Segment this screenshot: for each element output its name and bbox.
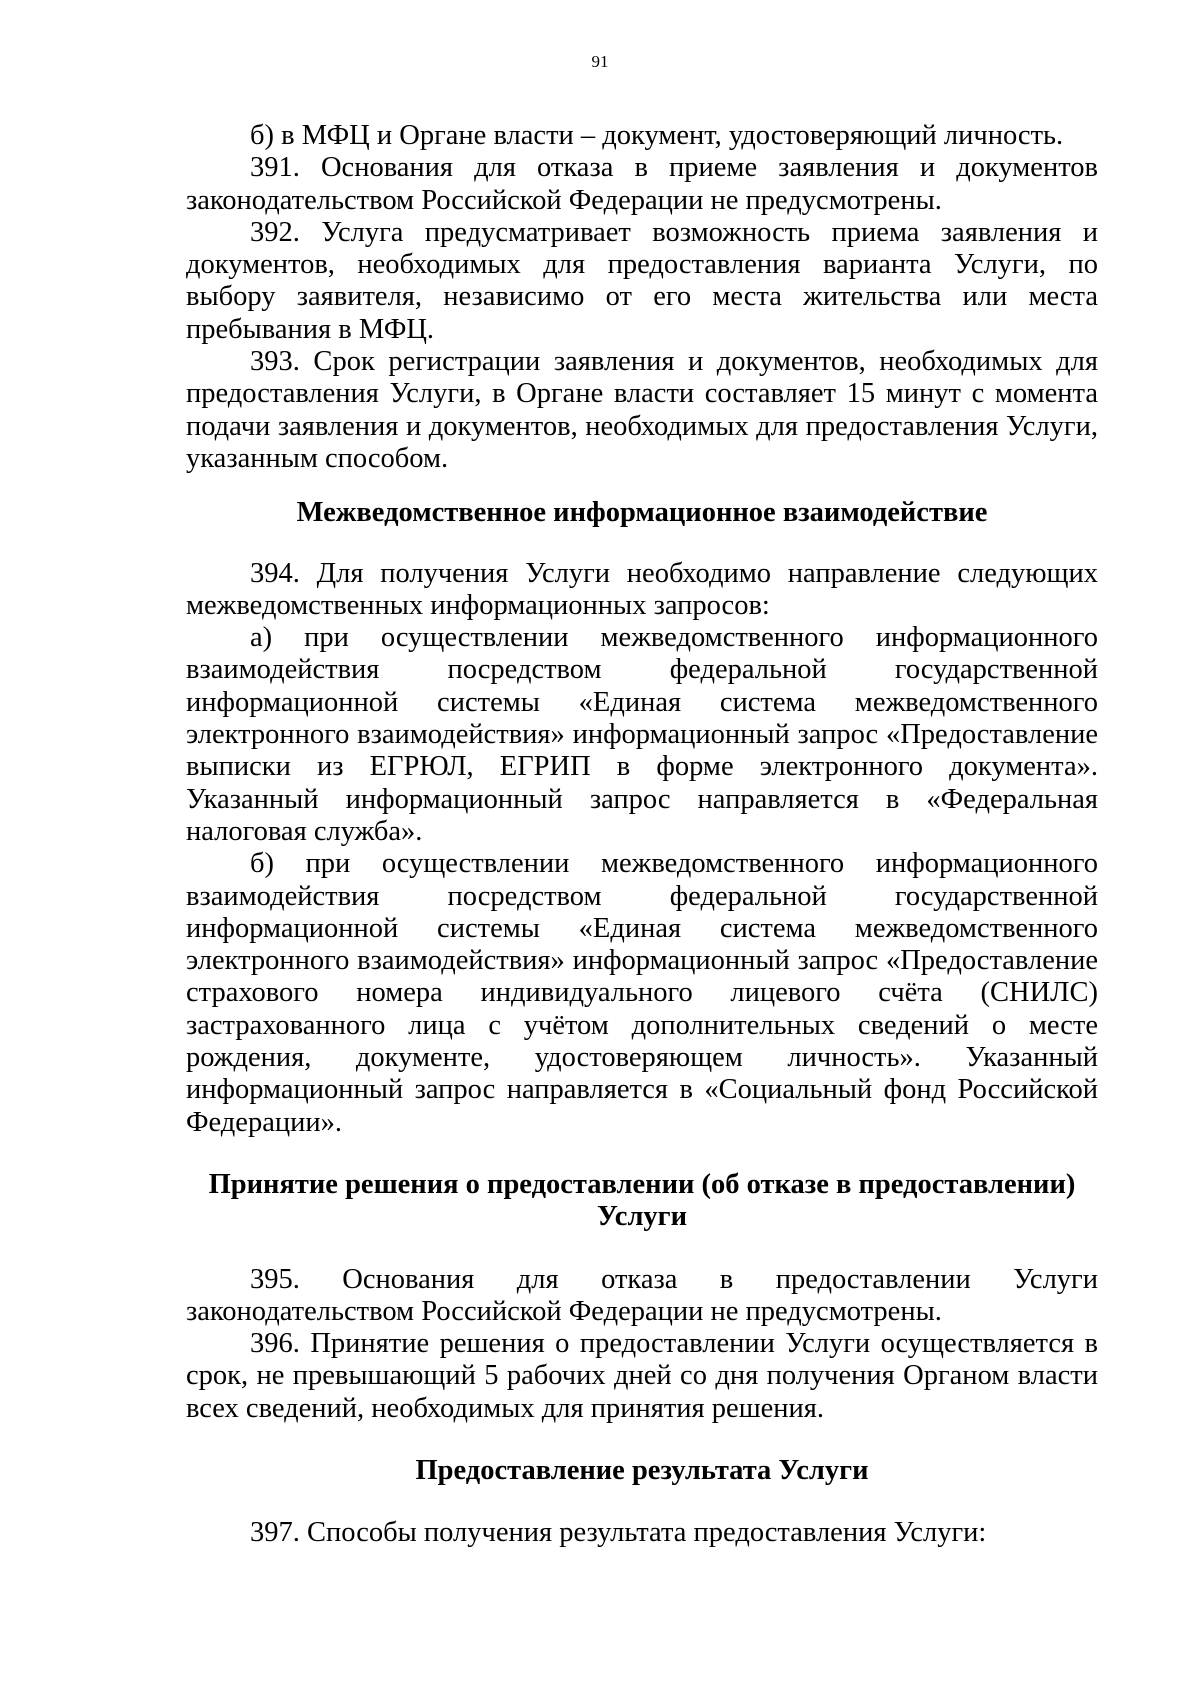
heading-interagency-interaction: Межведомственное информационное взаимодействие [296, 497, 988, 529]
spacer [186, 475, 1098, 497]
paragraph-391: 391. Основания для отказа в приеме заявления и документов законодательством Российской Федерации не предусмотрены. [186, 152, 1098, 216]
spacer [186, 1139, 1098, 1169]
paragraph-394-b: б) при осуществлении межведомственного информационного взаимодействия посредством федеральной государственной информационной системы «Единая система межведомственного электронного взаимодействия» информационный запрос «Предоставление страхового номера индивидуального лицевого счёта (СНИЛС) застрахованного лица с учётом дополнительных сведений о месте рождения, документе, удостоверяющем личность». Указанный информационный запрос направляется в «Социальный фонд Российской Федерации». [186, 848, 1098, 1138]
heading-decision-line-1: Принятие решения о предоставлении (об отказе в предоставлении) [208, 1168, 1076, 1200]
paragraph-394: 394. Для получения Услуги необходимо направление следующих межведомственных информационных запросов: [186, 557, 1098, 621]
page-number: 91 [591, 52, 609, 71]
heading-result-provision: Предоставление результата Услуги [415, 1454, 869, 1486]
paragraph-b-identity-document: б) в МФЦ и Органе власти – документ, удостоверяющий личность. [250, 120, 1064, 151]
spacer [186, 1487, 1098, 1517]
spacer [186, 1234, 1098, 1264]
paragraph-393: 393. Срок регистрации заявления и документов, необходимых для предоставления Услуги, в Органе власти составляет 15 минут с момента подачи заявления и документов, необходимых для предоставления Услуги, указанным способом. [186, 346, 1098, 474]
spacer [186, 1425, 1098, 1455]
heading-decision-line-2: Услуги [596, 1201, 688, 1233]
paragraph-397: 397. Способы получения результата предоставления Услуги: [250, 1517, 987, 1549]
paragraph-396: 396. Принятие решения о предоставлении Услуги осуществляется в срок, не превышающий 5 рабочих дней со дня получения Органом власти всех сведений, необходимых для принятия решения. [186, 1328, 1098, 1424]
document-body [186, 120, 1098, 1550]
paragraph-395: 395. Основания для отказа в предоставлении Услуги законодательством Российской Федерации не предусмотрены. [186, 1263, 1098, 1327]
paragraph-392: 392. Услуга предусматривает возможность приема заявления и документов, необходимых для предоставления варианта Услуги, по выбору заявителя, независимо от его места жительства или места пребывания в МФЦ. [186, 216, 1098, 345]
spacer [186, 530, 1098, 558]
paragraph-394-a: а) при осуществлении межведомственного информационного взаимодействия посредством федеральной государственной информационной системы «Единая система межведомственного электронного взаимодействия» информационный запрос «Предоставление выписки из ЕГРЮЛ, ЕГРИП в форме электронного документа». Указанный информационный запрос направляется в «Федеральная налоговая служба». [186, 622, 1098, 847]
